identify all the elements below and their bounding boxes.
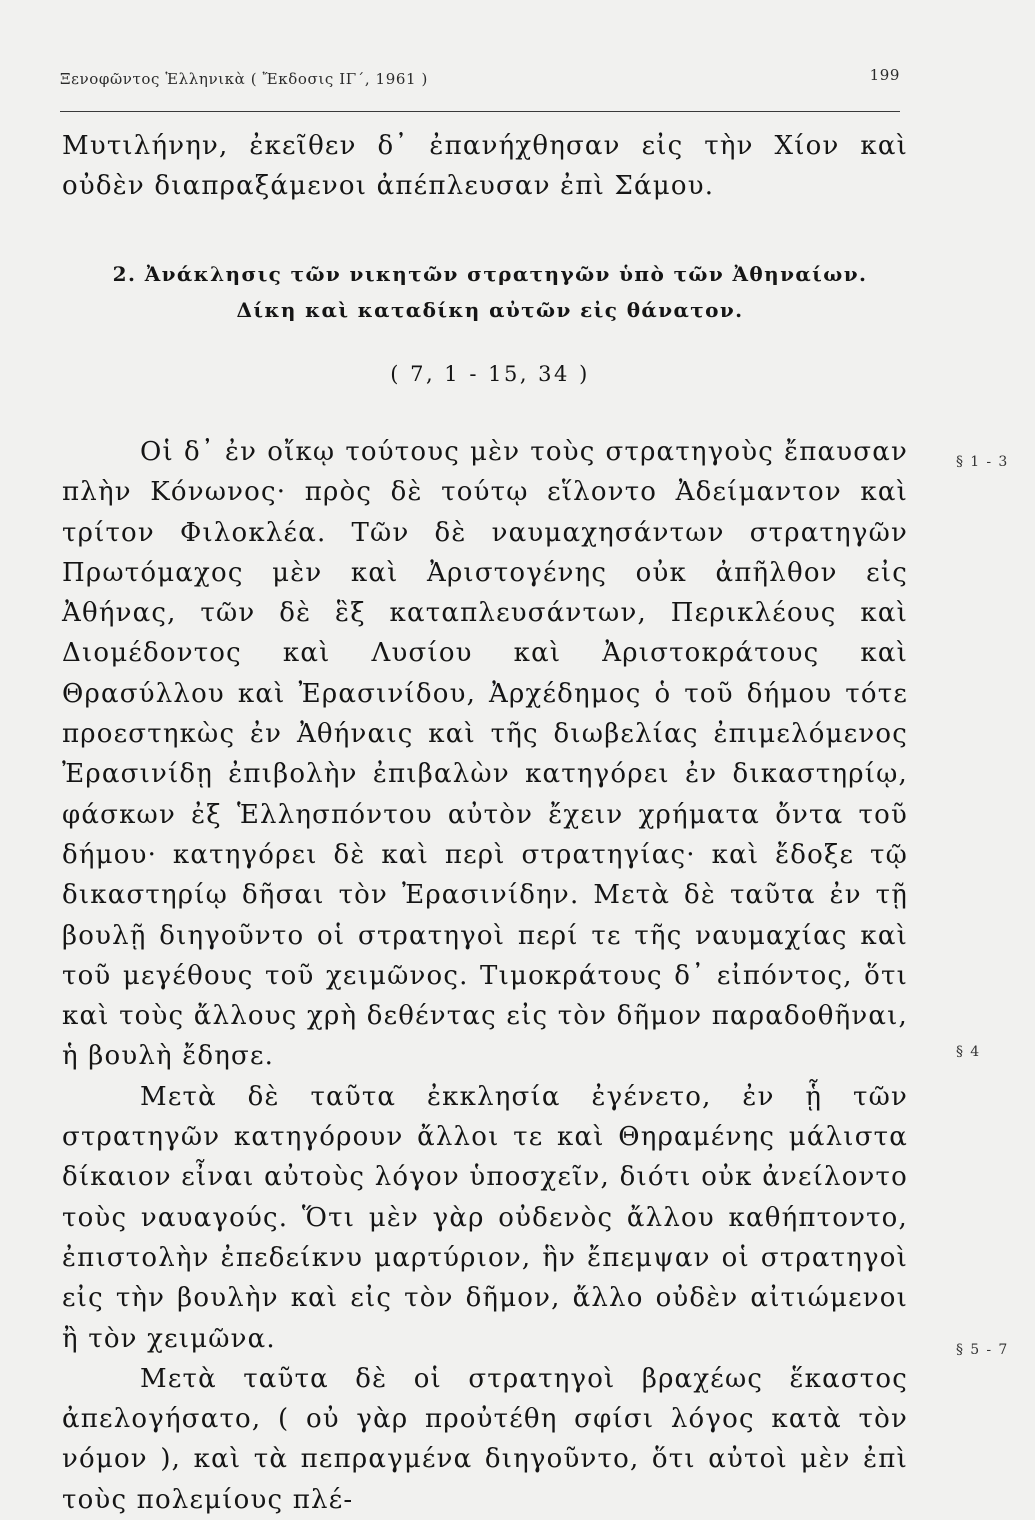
margin-note-1: § 1 - 3 <box>956 454 1009 470</box>
running-header <box>60 66 900 88</box>
opening-paragraph <box>62 126 908 207</box>
margin-note-2: § 4 <box>956 1044 981 1060</box>
section-heading-line2: Δίκη καὶ καταδίκη αὐτῶν εἰς θάνατον. <box>236 298 744 322</box>
running-title: Ξενοφῶντος Ἑλληνικὰ ( Ἔκδοσις ΙΓ΄, 1961 ) <box>60 70 428 88</box>
paragraph-1: Οἱ δ᾿ ἐν οἴκῳ τούτους μὲν τοὺς στρατηγοὺς ἔπαυσαν πλὴν Κόνωνος· πρὸς δὲ τούτῳ εἵλοντο Ἀδείμαντον καὶ τρίτον Φιλοκλέα. Τῶν δὲ ναυμαχησάντων στρατηγῶν Πρωτόμαχος μὲν καὶ Ἀριστογένης οὐκ ἀπῆλθον εἰς Ἀθήνας, τῶν δὲ ἓξ καταπλευσάντων, Περικλέους καὶ Διομέδοντος καὶ Λυσίου καὶ Ἀριστοκράτους καὶ Θρασύλλου καὶ Ἐρασινίδου, Ἀρχέδημος ὁ τοῦ δήμου τότε προεστηκὼς ἐν Ἀθήναις καὶ τῆς διωβελίας ἐπιμελόμενος Ἐρασινίδῃ ἐπιβολὴν ἐπιβαλὼν κατηγόρει ἐν δικαστηρίῳ, φάσκων ἐξ Ἑλλησπόντου αὐτὸν ἔχειν χρήματα ὄντα τοῦ δήμου· κατηγόρει δὲ καὶ περὶ στρατηγίας· καὶ ἔδοξε τῷ δικαστηρίῳ δῆσαι τὸν Ἐρασινίδην. Μετὰ δὲ ταῦτα ἐν τῇ βουλῇ διηγοῦντο οἱ στρατηγοὶ περί τε τῆς ναυμαχίας καὶ τοῦ μεγέθους τοῦ χειμῶνος. Τιμοκράτους δ᾿ εἰπόντος, ὅτι καὶ τοὺς ἄλλους χρὴ δεθέντας εἰς τὸν δῆμον παραδοθῆναι, ἡ βουλὴ ἔδησε. <box>62 437 908 1072</box>
opening-text: Μυτιλήνην, ἐκεῖθεν δ᾿ ἐπανήχθησαν εἰς τὴν Χίον καὶ οὐδὲν διαπραξάμενοι ἀπέπλευσαν ἐπὶ Σάμου. <box>62 131 908 202</box>
header-rule <box>60 111 900 112</box>
main-text <box>62 432 908 1520</box>
paragraph-2: Μετὰ δὲ ταῦτα ἐκκλησία ἐγένετο, ἐν ᾗ τῶν στρατηγῶν κατηγόρουν ἄλλοι τε καὶ Θηραμένης μάλιστα δίκαιον εἶναι αὐτοὺς λόγον ὑποσχεῖν, διότι οὐκ ἀνείλοντο τοὺς ναυαγούς. Ὅτι μὲν γὰρ οὐδενὸς ἄλλου καθήπτοντο, ἐπιστολὴν ἐπεδείκνυ μαρτύριον, ἣν ἔπεμψαν οἱ στρατηγοὶ εἰς τὴν βουλὴν καὶ εἰς τὸν δῆμον, ἄλλο οὐδὲν αἰτιώμενοι ἢ τὸν χειμῶνα. <box>62 1081 908 1354</box>
section-reference: ( 7, 1 - 15, 34 ) <box>390 362 590 386</box>
page-number: 199 <box>869 66 900 84</box>
section-heading-line1: 2. Ἀνάκλησις τῶν νικητῶν στρατηγῶν ὑπὸ τῶν Ἀθηναίων. <box>112 262 868 286</box>
margin-note-3: § 5 - 7 <box>956 1342 1009 1358</box>
paragraph-3: Μετὰ ταῦτα δὲ οἱ στρατηγοὶ βραχέως ἕκαστος ἀπελογήσατο, ( οὐ γὰρ προὐτέθη σφίσι λόγος κατὰ τὸν νόμον ), καὶ τὰ πεπραγμένα διηγοῦντο, ὅτι αὐτοὶ μὲν ἐπὶ τοὺς πολεμίους πλέ- <box>62 1363 908 1515</box>
